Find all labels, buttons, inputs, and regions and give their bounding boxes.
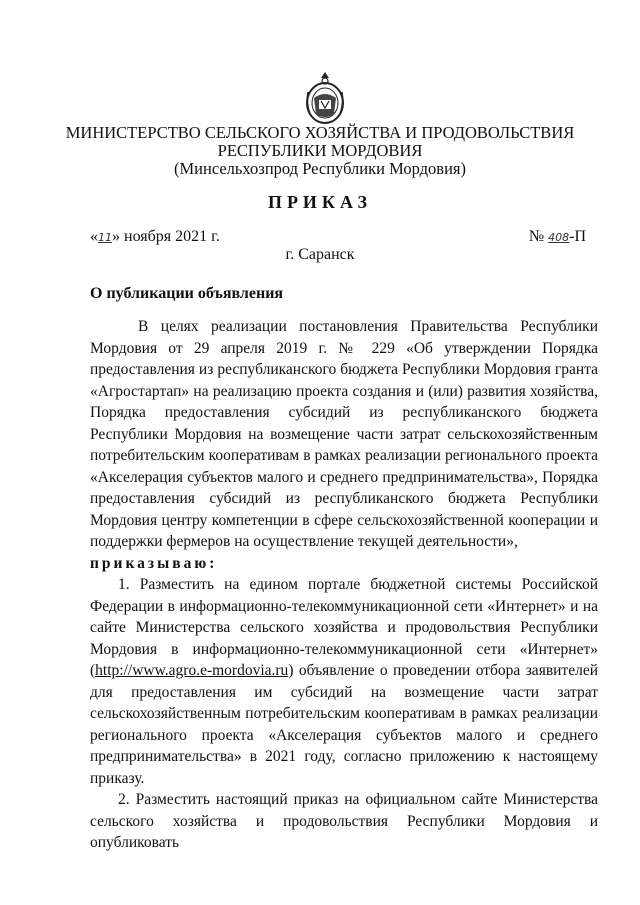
- order-date: [90, 228, 220, 246]
- ministry-name: МИНИСТЕРСТВО СЕЛЬСКОГО ХОЗЯЙСТВА И ПРОДОВОЛЬСТВИЯ: [65, 123, 575, 142]
- item-1-paragraph: [90, 574, 598, 789]
- ministry-header: [0, 124, 640, 178]
- number-prefix: №: [528, 228, 545, 245]
- ministry-short-name: (Минсельхозпрод Республики Мордовия): [174, 159, 466, 178]
- date-day: 11: [98, 231, 112, 244]
- date-open-quote: «: [90, 228, 98, 245]
- item-2-paragraph: 2. Разместить настоящий приказ на официальном сайте Министерства сельского хозяйства и продовольствия Республики Мордовия и опубликовать: [90, 791, 598, 851]
- republic-name: РЕСПУБЛИКИ МОРДОВИЯ: [217, 141, 423, 160]
- order-word: приказываю:: [90, 554, 218, 572]
- date-month-year: » ноября 2021 г.: [112, 228, 220, 245]
- agro-website-link[interactable]: http://www.agro.e-mordovia.ru: [95, 662, 289, 679]
- coat-of-arms-icon: [304, 70, 346, 126]
- item-1-text-before: 1. Разместить на едином портале бюджетной системы Российской Федерации в информационно-телекоммуникационной сети «Интернет» и на сайте Министерства сельского хозяйства и продовольствия Республики Мордовия в информационно-телекоммуникационной сети «Интернет» (: [90, 576, 598, 679]
- intro-paragraph: [90, 316, 598, 574]
- intro-text: В целях реализации постановления Правительства Республики Мордовия от 29 апреля 2019 г. № 229 «Об утверждении Порядка предоставления из республиканского бюджета Республики Мордовия гранта «Агростартап» на реализацию проекта создания и (или) развития хозяйства, Порядка предоставления субсидий из республиканского бюджета Республики Мордовия на возмещение части затрат сельскохозяйственным потребительским кооперативам в рамках реализации регионального проекта «Акселерация субъектов малого и среднего предпринимательства», Порядка предоставления субсидий из республиканского бюджета Республики Мордовия центру компетенции в сфере сельскохозяйственной кооперации и поддержки фермеров на осуществление текущей деятельности»,: [90, 318, 598, 550]
- number-suffix: -П: [569, 228, 586, 245]
- order-title: ПРИКАЗ: [267, 192, 373, 212]
- order-body: [90, 316, 598, 854]
- order-subject: О публикации объявления: [90, 285, 284, 302]
- city: г. Саранск: [285, 246, 355, 263]
- number-value: 408: [548, 231, 570, 244]
- item-1-text-after: ) объявление о проведении отбора заявителей для предоставления им субсидий на возмещение части затрат сельскохозяйственным потребительским кооперативам в рамках реализации регионального проекта «Акселерация субъектов малого и среднего предпринимательства» в 2021 году, согласно приложению к настоящему приказу.: [90, 662, 598, 787]
- order-number: [529, 228, 586, 246]
